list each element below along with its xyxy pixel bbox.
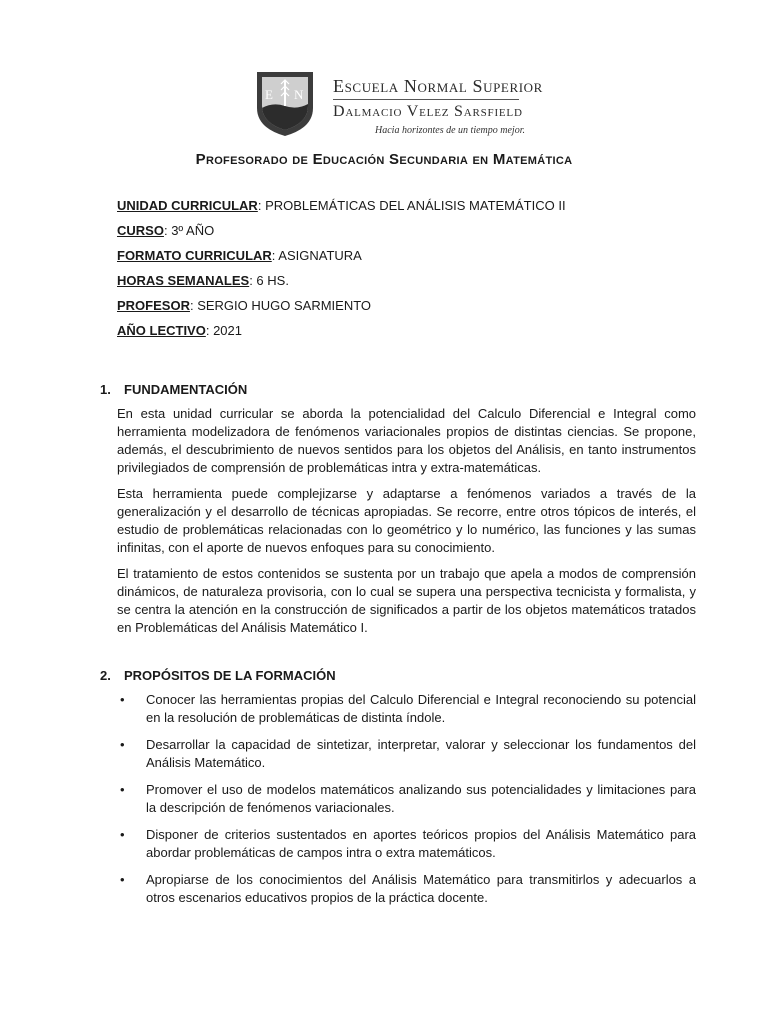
school-name-divider [333,99,519,100]
list-item [120,781,696,817]
info-key: PROFESOR [117,298,190,313]
list-item [120,826,696,862]
school-name-block [333,76,543,136]
info-row: FORMATO CURRICULAR: ASIGNATURA [117,248,362,263]
crest-letter: E [265,87,273,102]
course-info [117,197,566,347]
info-row: UNIDAD CURRICULAR: PROBLEMÁTICAS DEL ANÁLISIS MATEMÁTICO II [117,198,566,213]
section-heading [100,668,696,683]
section-number: 2. [100,668,111,683]
info-value: 3º AÑO [171,223,215,238]
info-value: 6 HS. [256,273,289,288]
paragraph: En esta unidad curricular se aborda la potencialidad del Calculo Diferencial e Integral como herramienta modelizadora de fenómenos variacionales propios de distintas ciencias. Se propone, además, el descubrimiento de nuevos sentidos para los objetos del Análisis, en tanto instrumentos privilegiados de comprensión de problemáticas intra y extra-matemáticas. [117,406,696,475]
info-row: HORAS SEMANALES: 6 HS. [117,273,289,288]
document-title: Profesorado de Educación Secundaria en Matemática [195,151,573,168]
school-motto: Hacia horizontes de un tiempo mejor. [375,125,525,136]
info-key: AÑO LECTIVO [117,323,206,338]
list-item-text: Promover el uso de modelos matemáticos analizando sus potencialidades y limitaciones para la descripción de fenómenos variacionales. [146,782,696,815]
list-item-text: Desarrollar la capacidad de sintetizar, interpretar, valorar y seleccionar los fundamentos del Análisis Matemático. [146,737,696,770]
info-row: PROFESOR: SERGIO HUGO SARMIENTO [117,298,372,313]
info-key: UNIDAD CURRICULAR [117,198,258,213]
section-fundamentacion [100,382,696,645]
bullet-icon: • [120,737,125,752]
school-crest-logo [253,68,317,138]
section-propositos [100,668,696,916]
info-row: AÑO LECTIVO: 2021 [117,323,242,338]
info-row: CURSO: 3º AÑO [117,223,215,238]
info-value: SERGIO HUGO SARMIENTO [197,298,372,313]
bullet-icon: • [120,692,125,707]
info-value: ASIGNATURA [278,248,362,263]
school-name-line1: Escuela Normal Superior [333,76,543,96]
section-heading [100,382,696,397]
list-item-text: Apropiarse de los conocimientos del Análisis Matemático para transmitirlos y adecuarlos a otros escenarios educativos propios de la práctica docente. [146,872,696,905]
list-item [120,871,696,907]
bullet-icon: • [120,827,125,842]
bullet-icon: • [120,872,125,887]
crest-letter: N [294,87,304,102]
list-item [120,736,696,772]
info-key: HORAS SEMANALES [117,273,250,288]
school-name-line2: Dalmacio Velez Sarsfield [333,103,523,120]
list-item [120,691,696,727]
purposes-list [100,691,696,907]
bullet-icon: • [120,782,125,797]
paragraph: Esta herramienta puede complejizarse y adaptarse a fenómenos variados a través de la generalización y el desarrollo de técnicas apropiadas. Se recorre, entre otros tópicos de interés, el estudio de problemáticas relacionadas con lo geométrico y lo numérico, las funciones y las sumas infinitas, con el aporte de nuevos enfoques para su conocimiento. [117,486,696,555]
section-title: PROPÓSITOS DE LA FORMACIÓN [124,668,336,683]
section-title: FUNDAMENTACIÓN [124,382,248,397]
school-header [253,68,553,140]
section-number: 1. [100,382,111,397]
info-value: 2021 [213,323,242,338]
paragraph: El tratamiento de estos contenidos se sustenta por un trabajo que apela a modos de comprensión dinámicos, de naturaleza provisoria, con lo cual se supera una perspectiva tecnicista y formalista, y se centra la atención en la construcción de significados a partir de los objetos matemáticos tratados en Problemáticas del Análisis Matemático I. [117,566,696,635]
info-value: PROBLEMÁTICAS DEL ANÁLISIS MATEMÁTICO II [265,198,566,213]
info-key: FORMATO CURRICULAR [117,248,272,263]
list-item-text: Disponer de criterios sustentados en aportes teóricos propios del Análisis Matemático para abordar problemáticas de campos intra o extra matemáticos. [146,827,696,860]
info-key: CURSO [117,223,164,238]
list-item-text: Conocer las herramientas propias del Calculo Diferencial e Integral reconociendo su potencial en la resolución de problemáticas de distinta índole. [146,692,696,725]
